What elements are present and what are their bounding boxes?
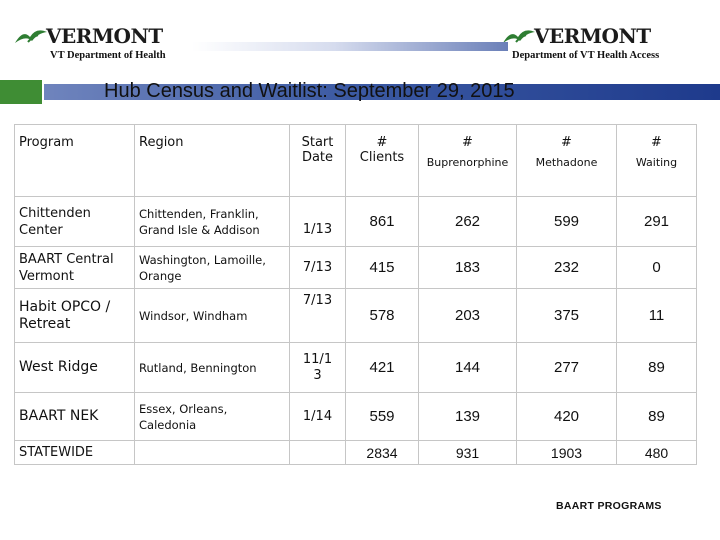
header-buprenorphine [419,125,517,197]
header-start-date [290,125,346,197]
census-table [14,124,697,465]
table-row [15,343,697,393]
cell-waiting: 89 [617,393,697,441]
mountain-logo-icon [14,23,48,49]
header-wait-line2: Waiting [635,156,678,169]
header-gradient-bar [192,42,508,51]
start-date-line1: 11/1 [302,351,333,367]
header-clients-line1: # [376,135,388,150]
page-title: Hub Census and Waitlist: September 29, 2015 [104,80,515,102]
vermont-wordmark-left: VERMONT [46,24,163,48]
cell-clients: 415 [346,247,419,289]
cell-methadone: 599 [517,197,617,247]
vermont-wordmark-right: VERMONT [534,24,651,48]
cell-methadone: 420 [517,393,617,441]
start-date-text: 1/13 [302,221,333,237]
header-region-label: Region [139,135,184,150]
cell-program: Habit OPCO / Retreat [15,289,135,343]
table-row [15,247,697,289]
vermont-logo-left [14,20,163,52]
slide-header [0,0,720,80]
header-start-line1: Start [301,135,334,150]
cell-start-date [290,441,346,465]
header-clients [346,125,419,197]
cell-program: West Ridge [15,343,135,393]
table-header-row [15,125,697,197]
cell-start-date [290,197,346,247]
header-meth-line1: # [561,135,572,150]
header-clients-line2: Clients [359,150,405,165]
cell-clients: 421 [346,343,419,393]
cell-buprenorphine: 931 [419,441,517,465]
header-bup-line1: # [462,135,473,150]
table-row [15,393,697,441]
cell-buprenorphine: 203 [419,289,517,343]
cell-program: BAART NEK [15,393,135,441]
department-label-right: Department of VT Health Access [512,50,660,61]
header-region [135,125,290,197]
header-start-line2: Date [301,150,334,165]
cell-methadone: 277 [517,343,617,393]
title-band [0,80,720,104]
cell-region: Rutland, Bennington [135,343,290,393]
table-row [15,197,697,247]
cell-clients: 2834 [346,441,419,465]
header-methadone [517,125,617,197]
cell-clients: 559 [346,393,419,441]
header-wait-line1: # [651,135,662,150]
cell-methadone: 375 [517,289,617,343]
header-meth-line2: Methadone [535,156,598,169]
cell-region: Chittenden, Franklin, Grand Isle & Addison [135,197,290,247]
statewide-total-row [15,441,697,465]
vermont-logo-right [502,20,651,52]
cell-buprenorphine: 183 [419,247,517,289]
table-row [15,289,697,343]
cell-region: Essex, Orleans, Caledonia [135,393,290,441]
cell-region: Washington, Lamoille, Orange [135,247,290,289]
cell-region [135,441,290,465]
cell-buprenorphine: 144 [419,343,517,393]
cell-buprenorphine: 262 [419,197,517,247]
cell-waiting: 480 [617,441,697,465]
header-waiting [617,125,697,197]
cell-methadone: 1903 [517,441,617,465]
cell-waiting: 89 [617,343,697,393]
cell-start-date [290,343,346,393]
header-bup-line2: Buprenorphine [426,156,509,169]
cell-waiting: 291 [617,197,697,247]
cell-methadone: 232 [517,247,617,289]
cell-program: Chittenden Center [15,197,135,247]
cell-waiting: 11 [617,289,697,343]
cell-clients: 861 [346,197,419,247]
green-accent-block [0,80,42,104]
cell-program: BAART Central Vermont [15,247,135,289]
cell-region: Windsor, Windham [135,289,290,343]
footer-note: BAART PROGRAMS [556,500,662,512]
cell-clients: 578 [346,289,419,343]
department-label-left: VT Department of Health [50,50,166,61]
cell-start-date: 1/14 [290,393,346,441]
cell-waiting: 0 [617,247,697,289]
start-date-line2: 3 [313,367,322,383]
cell-start-date: 7/13 [290,247,346,289]
cell-start-date: 7/13 [290,289,346,343]
cell-program: STATEWIDE [15,441,135,465]
header-program: Program [15,125,135,197]
cell-buprenorphine: 139 [419,393,517,441]
